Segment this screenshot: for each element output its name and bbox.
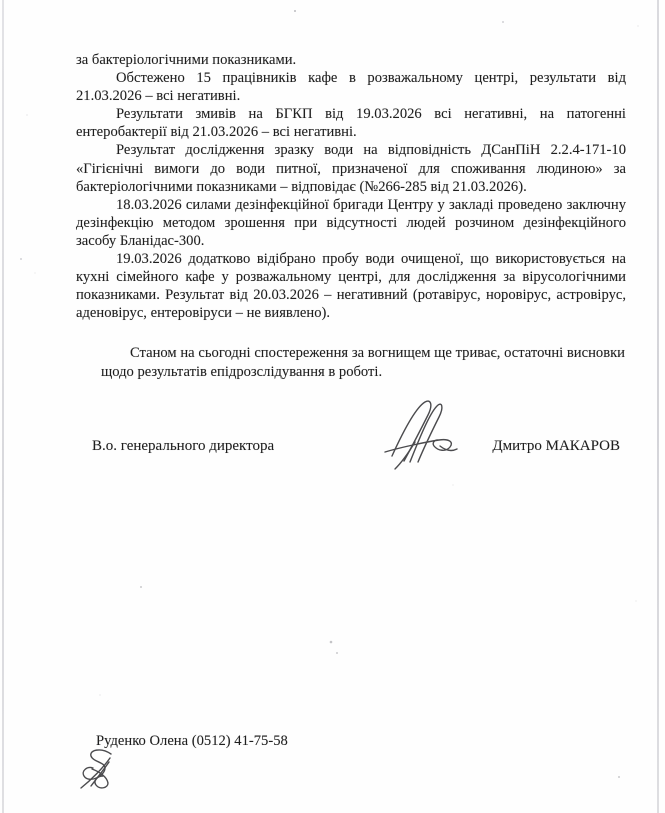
signature-block bbox=[76, 437, 626, 511]
paragraph-water-bacteriology: Результат дослідження зразку води на відповідність ДСанПіН 2.2.4-171-10 «Гігієнічні вимоги до води питної, призначеної для споживання людиною» за бактеріологічними показниками – відповідає (№266-285 від 21.03.2026). bbox=[76, 142, 626, 195]
paragraph-water-virology: 19.03.2026 додатково відібрано пробу води очищеної, що використовується на кухні сімейного кафе у розважальному центрі, для дослідження за вірусологічними показниками. Результат від 20.03.2026 – негативний (ротавірус, норовірус, астровірус, аденовірус, ентеровіруси – не виявлено). bbox=[76, 251, 626, 322]
paragraph-continuation: за бактеріологічними показниками. bbox=[76, 52, 297, 68]
scan-edge-right-line bbox=[657, 0, 659, 813]
executor-contact: Руденко Олена (0512) 41-75-58 bbox=[96, 733, 288, 749]
scan-edge-left-line bbox=[2, 0, 4, 813]
paragraph-disinfection: 18.03.2026 силами дезінфекційної бригади Центру у закладі проведено заключну дезінфекцію методом зрошення при відсутності людей розчином дезінфекційного засобу Бланідас-300. bbox=[76, 196, 626, 249]
paragraph-staff-results: Обстежено 15 працівників кафе в розважальному центрі, результати від 21.03.2026 – всі негативні. bbox=[76, 70, 626, 105]
signatory-position-label: В.о. генерального директора bbox=[92, 438, 275, 454]
paragraph-swab-results: Результати змивів на БГКП від 19.03.2026 всі негативні, на патогенні ентеробактерії від 21.03.2026 – всі негативні. bbox=[76, 106, 626, 141]
signatory-name: Дмитро МАКАРОВ bbox=[492, 438, 620, 454]
paragraph-closing-status: Станом на сьогодні спостереження за вогнищем ще триває, остаточні висновки щодо результатів епідрозслідування в роботі. bbox=[101, 345, 625, 380]
director-signature-icon bbox=[382, 400, 470, 474]
executor-signature-icon bbox=[77, 748, 123, 792]
document-body bbox=[76, 51, 626, 381]
scan-noise-specks bbox=[0, 0, 2, 2]
